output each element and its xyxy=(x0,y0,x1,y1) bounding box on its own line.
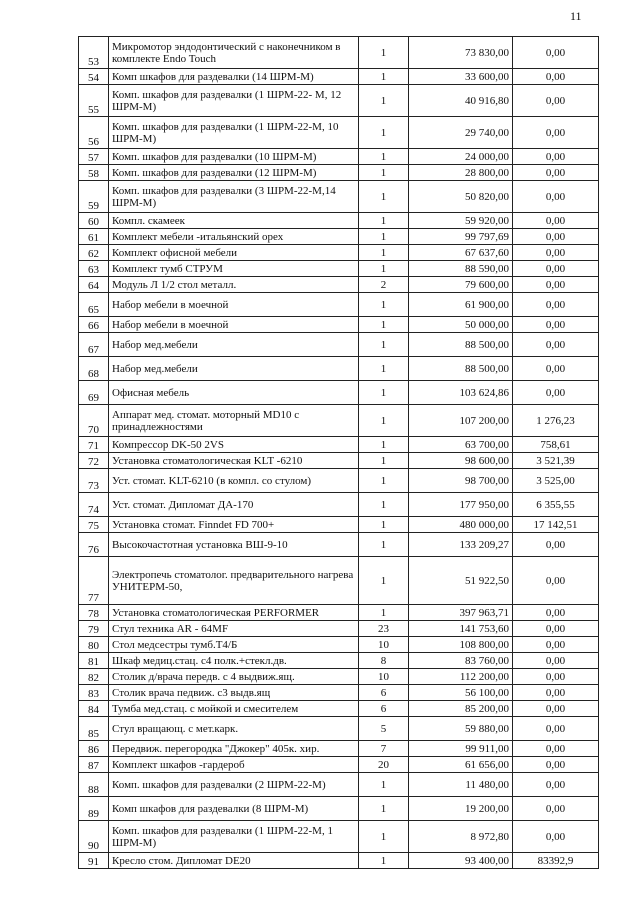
item-amount: 59 920,00 xyxy=(409,213,513,229)
table-row xyxy=(79,517,599,533)
row-number: 57 xyxy=(79,149,109,165)
item-name: Комплект шкафов -гардероб xyxy=(109,757,359,773)
table-row xyxy=(79,149,599,165)
table-row xyxy=(79,533,599,557)
item-name: Установка стоматологическая PERFORMER xyxy=(109,605,359,621)
item-quantity: 1 xyxy=(359,405,409,437)
row-number: 63 xyxy=(79,261,109,277)
table-row xyxy=(79,317,599,333)
row-number: 54 xyxy=(79,69,109,85)
table-row xyxy=(79,621,599,637)
item-amount: 79 600,00 xyxy=(409,277,513,293)
item-name: Электропечь стоматолог. предварительного нагрева УНИТЕРМ-50, xyxy=(109,557,359,605)
table-row xyxy=(79,117,599,149)
row-number: 62 xyxy=(79,245,109,261)
item-amount: 40 916,80 xyxy=(409,85,513,117)
item-depreciation: 0,00 xyxy=(513,701,599,717)
item-depreciation: 0,00 xyxy=(513,69,599,85)
item-amount: 83 760,00 xyxy=(409,653,513,669)
row-number: 86 xyxy=(79,741,109,757)
item-depreciation: 0,00 xyxy=(513,149,599,165)
row-number: 59 xyxy=(79,181,109,213)
table-row xyxy=(79,853,599,869)
item-quantity: 1 xyxy=(359,605,409,621)
item-depreciation: 0,00 xyxy=(513,381,599,405)
item-depreciation: 0,00 xyxy=(513,245,599,261)
item-amount: 67 637,60 xyxy=(409,245,513,261)
item-depreciation: 0,00 xyxy=(513,213,599,229)
item-name: Кресло стом. Дипломат DE20 xyxy=(109,853,359,869)
table-row xyxy=(79,405,599,437)
table-row xyxy=(79,357,599,381)
row-number: 68 xyxy=(79,357,109,381)
table-row xyxy=(79,381,599,405)
inventory-table xyxy=(78,36,599,869)
table-row xyxy=(79,773,599,797)
item-depreciation: 0,00 xyxy=(513,317,599,333)
item-name: Передвиж. перегородка "Джокер" 405к. хир. xyxy=(109,741,359,757)
item-quantity: 1 xyxy=(359,317,409,333)
item-quantity: 6 xyxy=(359,701,409,717)
item-quantity: 5 xyxy=(359,717,409,741)
item-quantity: 1 xyxy=(359,213,409,229)
row-number: 73 xyxy=(79,469,109,493)
item-name: Комплект мебели -итальянский орех xyxy=(109,229,359,245)
item-depreciation: 0,00 xyxy=(513,533,599,557)
table-row xyxy=(79,701,599,717)
item-name: Набор мебели в моечной xyxy=(109,317,359,333)
item-name: Установка стомат. Finndet FD 700+ xyxy=(109,517,359,533)
item-depreciation: 0,00 xyxy=(513,293,599,317)
table-row xyxy=(79,741,599,757)
row-number: 84 xyxy=(79,701,109,717)
item-depreciation: 0,00 xyxy=(513,821,599,853)
item-amount: 19 200,00 xyxy=(409,797,513,821)
table-row xyxy=(79,493,599,517)
item-quantity: 1 xyxy=(359,149,409,165)
table-row xyxy=(79,605,599,621)
item-name: Компрессор DK-50 2VS xyxy=(109,437,359,453)
item-amount: 88 590,00 xyxy=(409,261,513,277)
item-quantity: 1 xyxy=(359,773,409,797)
item-name: Комп. шкафов для раздевалки (1 ШРМ-22-М, 10 ШРМ-М) xyxy=(109,117,359,149)
item-depreciation: 758,61 xyxy=(513,437,599,453)
table-row xyxy=(79,277,599,293)
item-depreciation: 0,00 xyxy=(513,277,599,293)
item-amount: 99 911,00 xyxy=(409,741,513,757)
item-quantity: 1 xyxy=(359,261,409,277)
table-row xyxy=(79,685,599,701)
item-depreciation: 3 521,39 xyxy=(513,453,599,469)
item-amount: 98 600,00 xyxy=(409,453,513,469)
table-row xyxy=(79,213,599,229)
item-quantity: 10 xyxy=(359,669,409,685)
item-amount: 59 880,00 xyxy=(409,717,513,741)
item-depreciation: 17 142,51 xyxy=(513,517,599,533)
table-row xyxy=(79,245,599,261)
item-quantity: 1 xyxy=(359,181,409,213)
item-amount: 98 700,00 xyxy=(409,469,513,493)
table-row xyxy=(79,261,599,277)
item-depreciation: 0,00 xyxy=(513,229,599,245)
row-number: 89 xyxy=(79,797,109,821)
item-depreciation: 0,00 xyxy=(513,685,599,701)
item-quantity: 1 xyxy=(359,85,409,117)
row-number: 53 xyxy=(79,37,109,69)
item-name: Набор мебели в моечной xyxy=(109,293,359,317)
row-number: 56 xyxy=(79,117,109,149)
row-number: 58 xyxy=(79,165,109,181)
item-amount: 8 972,80 xyxy=(409,821,513,853)
item-quantity: 20 xyxy=(359,757,409,773)
item-amount: 50 820,00 xyxy=(409,181,513,213)
item-depreciation: 0,00 xyxy=(513,757,599,773)
table-row xyxy=(79,797,599,821)
table-row xyxy=(79,669,599,685)
item-quantity: 1 xyxy=(359,493,409,517)
item-depreciation: 3 525,00 xyxy=(513,469,599,493)
row-number: 81 xyxy=(79,653,109,669)
item-name: Комп. шкафов для раздевалки (10 ШРМ-М) xyxy=(109,149,359,165)
item-quantity: 23 xyxy=(359,621,409,637)
item-amount: 88 500,00 xyxy=(409,357,513,381)
item-amount: 93 400,00 xyxy=(409,853,513,869)
item-amount: 107 200,00 xyxy=(409,405,513,437)
item-depreciation: 0,00 xyxy=(513,37,599,69)
item-quantity: 10 xyxy=(359,637,409,653)
item-name: Высокочастотная установка ВШ-9-10 xyxy=(109,533,359,557)
item-quantity: 1 xyxy=(359,117,409,149)
row-number: 79 xyxy=(79,621,109,637)
item-quantity: 1 xyxy=(359,357,409,381)
table-row xyxy=(79,469,599,493)
item-depreciation: 6 355,55 xyxy=(513,493,599,517)
item-amount: 85 200,00 xyxy=(409,701,513,717)
item-name: Комп. шкафов для раздевалки (2 ШРМ-22-М) xyxy=(109,773,359,797)
item-quantity: 6 xyxy=(359,685,409,701)
item-quantity: 1 xyxy=(359,557,409,605)
row-number: 72 xyxy=(79,453,109,469)
item-quantity: 1 xyxy=(359,165,409,181)
item-name: Комплект офисной мебели xyxy=(109,245,359,261)
table-row xyxy=(79,165,599,181)
item-quantity: 1 xyxy=(359,69,409,85)
inventory-rows xyxy=(79,37,599,869)
item-quantity: 1 xyxy=(359,245,409,261)
table-row xyxy=(79,453,599,469)
item-name: Комп шкафов для раздевалки (8 ШРМ-М) xyxy=(109,797,359,821)
row-number: 78 xyxy=(79,605,109,621)
item-depreciation: 0,00 xyxy=(513,181,599,213)
table-row xyxy=(79,37,599,69)
row-number: 74 xyxy=(79,493,109,517)
item-quantity: 1 xyxy=(359,821,409,853)
row-number: 61 xyxy=(79,229,109,245)
item-amount: 108 800,00 xyxy=(409,637,513,653)
table-row xyxy=(79,229,599,245)
item-depreciation: 0,00 xyxy=(513,773,599,797)
item-quantity: 1 xyxy=(359,437,409,453)
table-row xyxy=(79,637,599,653)
item-quantity: 1 xyxy=(359,333,409,357)
item-name: Комплект тумб СТРУМ xyxy=(109,261,359,277)
row-number: 80 xyxy=(79,637,109,653)
item-amount: 112 200,00 xyxy=(409,669,513,685)
item-depreciation: 0,00 xyxy=(513,357,599,381)
item-name: Уст. стомат. KLT-6210 (в компл. со стулом) xyxy=(109,469,359,493)
item-quantity: 1 xyxy=(359,453,409,469)
item-depreciation: 0,00 xyxy=(513,165,599,181)
table-row xyxy=(79,333,599,357)
item-name: Комп шкафов для раздевалки (14 ШРМ-М) xyxy=(109,69,359,85)
item-name: Комп. шкафов для раздевалки (1 ШРМ-22- М, 12 ШРМ-М) xyxy=(109,85,359,117)
item-name: Стул вращающ. с мет.карк. xyxy=(109,717,359,741)
table-row xyxy=(79,181,599,213)
row-number: 82 xyxy=(79,669,109,685)
row-number: 60 xyxy=(79,213,109,229)
item-amount: 141 753,60 xyxy=(409,621,513,637)
item-depreciation: 1 276,23 xyxy=(513,405,599,437)
item-amount: 99 797,69 xyxy=(409,229,513,245)
row-number: 70 xyxy=(79,405,109,437)
item-depreciation: 0,00 xyxy=(513,605,599,621)
row-number: 69 xyxy=(79,381,109,405)
table-row xyxy=(79,757,599,773)
item-quantity: 1 xyxy=(359,381,409,405)
item-name: Стол медсестры тумб.Т4/Б xyxy=(109,637,359,653)
item-name: Аппарат мед. стомат. моторный MD10 с принадлежностями xyxy=(109,405,359,437)
item-quantity: 1 xyxy=(359,533,409,557)
item-amount: 177 950,00 xyxy=(409,493,513,517)
item-quantity: 2 xyxy=(359,277,409,293)
item-amount: 28 800,00 xyxy=(409,165,513,181)
item-amount: 56 100,00 xyxy=(409,685,513,701)
item-name: Шкаф медиц.стац. с4 полк.+стекл.дв. xyxy=(109,653,359,669)
item-quantity: 8 xyxy=(359,653,409,669)
item-quantity: 7 xyxy=(359,741,409,757)
item-amount: 103 624,86 xyxy=(409,381,513,405)
item-quantity: 1 xyxy=(359,469,409,493)
item-amount: 133 209,27 xyxy=(409,533,513,557)
table-row xyxy=(79,85,599,117)
item-depreciation: 0,00 xyxy=(513,741,599,757)
table-row xyxy=(79,653,599,669)
row-number: 71 xyxy=(79,437,109,453)
row-number: 66 xyxy=(79,317,109,333)
row-number: 77 xyxy=(79,557,109,605)
item-depreciation: 0,00 xyxy=(513,669,599,685)
item-amount: 63 700,00 xyxy=(409,437,513,453)
item-name: Компл. скамеек xyxy=(109,213,359,229)
table-row xyxy=(79,717,599,741)
row-number: 85 xyxy=(79,717,109,741)
item-depreciation: 0,00 xyxy=(513,557,599,605)
table-row xyxy=(79,437,599,453)
item-amount: 88 500,00 xyxy=(409,333,513,357)
item-name: Установка стоматологическая KLT -6210 xyxy=(109,453,359,469)
item-amount: 33 600,00 xyxy=(409,69,513,85)
row-number: 90 xyxy=(79,821,109,853)
item-depreciation: 0,00 xyxy=(513,653,599,669)
item-amount: 11 480,00 xyxy=(409,773,513,797)
item-depreciation: 0,00 xyxy=(513,797,599,821)
item-amount: 397 963,71 xyxy=(409,605,513,621)
item-amount: 29 740,00 xyxy=(409,117,513,149)
item-name: Комп. шкафов для раздевалки (3 ШРМ-22-М,14 ШРМ-М) xyxy=(109,181,359,213)
item-quantity: 1 xyxy=(359,293,409,317)
row-number: 76 xyxy=(79,533,109,557)
row-number: 83 xyxy=(79,685,109,701)
row-number: 55 xyxy=(79,85,109,117)
item-name: Микромотор эндодонтический с наконечником в комплекте Endo Touch xyxy=(109,37,359,69)
item-amount: 51 922,50 xyxy=(409,557,513,605)
item-name: Набор мед.мебели xyxy=(109,357,359,381)
item-depreciation: 0,00 xyxy=(513,637,599,653)
item-name: Набор мед.мебели xyxy=(109,333,359,357)
item-quantity: 1 xyxy=(359,517,409,533)
table-row xyxy=(79,557,599,605)
item-quantity: 1 xyxy=(359,37,409,69)
row-number: 75 xyxy=(79,517,109,533)
item-name: Уст. стомат. Дипломат ДА-170 xyxy=(109,493,359,517)
item-depreciation: 0,00 xyxy=(513,85,599,117)
item-quantity: 1 xyxy=(359,853,409,869)
item-depreciation: 0,00 xyxy=(513,117,599,149)
item-quantity: 1 xyxy=(359,229,409,245)
item-name: Стул техника AR - 64MF xyxy=(109,621,359,637)
table-row xyxy=(79,69,599,85)
item-amount: 61 656,00 xyxy=(409,757,513,773)
item-name: Тумба мед.стац. с мойкой и смесителем xyxy=(109,701,359,717)
page-number: 11 xyxy=(570,9,582,23)
table-row xyxy=(79,821,599,853)
item-amount: 480 000,00 xyxy=(409,517,513,533)
item-depreciation: 0,00 xyxy=(513,333,599,357)
item-name: Модуль Л 1/2 стол металл. xyxy=(109,277,359,293)
row-number: 65 xyxy=(79,293,109,317)
item-depreciation: 83392,9 xyxy=(513,853,599,869)
item-amount: 50 000,00 xyxy=(409,317,513,333)
item-depreciation: 0,00 xyxy=(513,261,599,277)
item-amount: 24 000,00 xyxy=(409,149,513,165)
item-amount: 73 830,00 xyxy=(409,37,513,69)
row-number: 88 xyxy=(79,773,109,797)
item-name: Столик д/врача передв. с 4 выдвиж.ящ. xyxy=(109,669,359,685)
item-name: Столик врача педвиж. с3 выдв.ящ xyxy=(109,685,359,701)
item-amount: 61 900,00 xyxy=(409,293,513,317)
item-name: Комп. шкафов для раздевалки (12 ШРМ-М) xyxy=(109,165,359,181)
item-depreciation: 0,00 xyxy=(513,621,599,637)
item-name: Офисная мебель xyxy=(109,381,359,405)
item-name: Комп. шкафов для раздевалки (1 ШРМ-22-М, 1 ШРМ-М) xyxy=(109,821,359,853)
item-depreciation: 0,00 xyxy=(513,717,599,741)
item-quantity: 1 xyxy=(359,797,409,821)
row-number: 64 xyxy=(79,277,109,293)
row-number: 67 xyxy=(79,333,109,357)
row-number: 91 xyxy=(79,853,109,869)
table-row xyxy=(79,293,599,317)
row-number: 87 xyxy=(79,757,109,773)
